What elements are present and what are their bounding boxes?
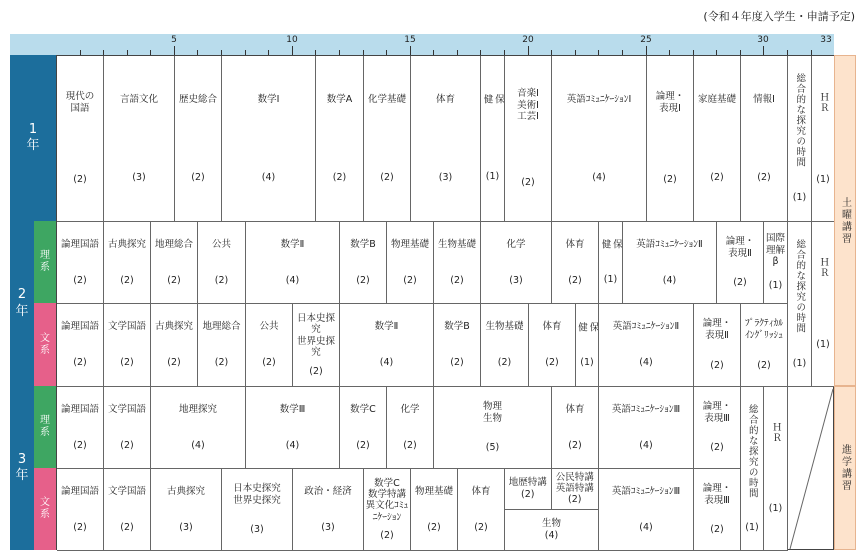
course-name: 数学Ⅰ <box>257 94 280 106</box>
course-credits: (4) <box>261 171 276 183</box>
ruler-tick <box>174 46 175 55</box>
course-credits: (5) <box>485 442 500 454</box>
course-name: 総合的な探究の時間 <box>746 403 758 499</box>
course-credits: (2) <box>167 357 181 369</box>
course-cell <box>222 56 316 222</box>
ruler-label: 25 <box>640 35 652 45</box>
course-credits: (1) <box>816 339 830 351</box>
course-name: 論理・ 表現Ⅱ <box>725 236 755 259</box>
ruler-label: 5 <box>171 35 177 45</box>
course-name: 論理国語 <box>60 239 99 251</box>
course-name: 英語ｺﾐｭﾆｹｰｼｮﾝⅡ <box>612 321 680 333</box>
course-cell <box>104 56 175 222</box>
course-credits: (4) <box>379 357 394 369</box>
course-name: 数学B <box>444 321 470 333</box>
ruler-tick <box>763 46 764 55</box>
course-credits: (4) <box>285 439 300 451</box>
course-credits: (2) <box>545 357 559 369</box>
course-cell <box>293 304 340 387</box>
course-cell <box>293 469 364 551</box>
course-credits: (1) <box>816 173 830 185</box>
track-humanities-y2: 文 系 <box>34 303 56 386</box>
course-credits: (1) <box>792 357 807 369</box>
course-cell <box>812 56 835 222</box>
course-name: 文学国語 <box>107 486 146 498</box>
course-cell <box>104 304 151 387</box>
course-cell <box>340 304 434 387</box>
course-cell <box>599 222 623 304</box>
course-cell <box>552 387 599 469</box>
course-credits: (2) <box>309 365 323 377</box>
ruler-tick <box>410 46 411 55</box>
course-name: 数学C <box>350 404 376 416</box>
course-name: 英語ｺﾐｭﾆｹｰｼｮﾝⅢ <box>611 404 681 416</box>
course-credits: (4) <box>544 529 559 541</box>
course-cell <box>434 222 481 304</box>
course-credits: (2) <box>167 274 181 286</box>
course-cell <box>364 469 411 551</box>
course-cell <box>505 469 552 510</box>
ruler-corner <box>10 34 56 55</box>
course-name: 言語文化 <box>119 94 158 106</box>
course-cell <box>788 222 812 387</box>
course-name: 生物基礎 <box>437 239 476 251</box>
course-name: 生物 <box>541 518 561 530</box>
course-credits: (2) <box>120 274 134 286</box>
course-credits: (4) <box>191 439 205 451</box>
course-credits: (2) <box>710 442 724 454</box>
course-name: 家庭基礎 <box>697 94 736 106</box>
track-humanities-y3: 文 系 <box>34 468 56 550</box>
course-name: 体育 <box>565 239 585 251</box>
course-credits: (4) <box>639 521 653 533</box>
course-cell <box>788 56 812 222</box>
course-credits: (2) <box>332 171 347 183</box>
year-3-label: 3 年 <box>10 386 34 550</box>
course-name: 物理基礎 <box>414 486 453 498</box>
course-credits: (1) <box>580 357 594 369</box>
enrollment-note: (令和４年度入学生・申請予定) <box>703 10 855 23</box>
course-name: 日本史探究 世界史探究 <box>233 483 281 506</box>
course-cell <box>411 56 481 222</box>
course-credits: (4) <box>285 274 300 286</box>
course-cell <box>599 304 694 387</box>
course-name: 地理探究 <box>178 404 217 416</box>
course-cell <box>151 387 246 469</box>
course-name: 体育 <box>435 94 455 106</box>
course-name: 地理総合 <box>154 239 193 251</box>
course-cell <box>647 56 694 222</box>
course-credits: (2) <box>568 439 582 451</box>
course-name: 保 健 <box>599 239 622 250</box>
course-name: 数学Ⅱ <box>280 239 305 251</box>
course-credits: (2) <box>262 357 276 369</box>
course-name: 英語ｺﾐｭﾆｹｰｼｮﾝⅢ <box>611 486 681 498</box>
course-credits: (2) <box>427 521 441 533</box>
course-name: 日本史探究 世界史探究 <box>296 312 335 358</box>
course-cell <box>434 304 481 387</box>
course-credits: (2) <box>521 177 535 189</box>
course-credits: (3) <box>250 524 264 536</box>
course-name: 保 健 <box>481 94 504 105</box>
elective-split-block <box>505 469 599 551</box>
course-name: 論理・ 表現Ⅲ <box>702 483 732 506</box>
course-name: 化学 <box>400 404 420 416</box>
saturday-lecture-label: 土曜講習 <box>834 55 856 386</box>
course-cell <box>741 304 788 387</box>
course-name: 化学 <box>506 239 526 251</box>
course-name: 古典探究 <box>166 486 205 498</box>
course-credits: (2) <box>120 521 134 533</box>
ruler-label: 20 <box>522 35 534 45</box>
course-cell <box>552 469 599 510</box>
year-2-label: 2 年 <box>10 221 34 386</box>
course-credits: (1) <box>745 521 759 533</box>
course-cell <box>222 469 293 551</box>
course-cell <box>576 304 599 387</box>
ruler-label: 10 <box>286 35 298 45</box>
course-name: 古典探究 <box>107 239 146 251</box>
course-cell <box>246 387 340 469</box>
course-credits: (2) <box>73 521 87 533</box>
course-name: 公民特講 英語特講 <box>555 471 594 495</box>
track-science-y3: 理 系 <box>34 386 56 468</box>
course-credits: (2) <box>521 488 535 500</box>
course-name: ＨＲ <box>817 91 829 113</box>
course-name: ＨＲ <box>817 257 829 279</box>
course-cell <box>151 304 198 387</box>
course-credits: (4) <box>639 357 653 369</box>
course-name: 数学C 数学特講 異文化ｺﾐｭ ﾆｹｰｼｮﾝ <box>365 477 409 523</box>
course-name: 現代の 国語 <box>65 91 95 114</box>
course-credits: (2) <box>403 274 417 286</box>
course-name: 数学Ⅱ <box>374 321 399 333</box>
course-cell <box>57 469 104 551</box>
course-credits: (2) <box>73 439 87 451</box>
course-credits: (3) <box>321 521 335 533</box>
course-credits: (2) <box>73 174 87 186</box>
course-credits: (2) <box>73 274 87 286</box>
course-name: 政治・経済 <box>304 486 352 498</box>
course-name: 化学基礎 <box>367 94 406 106</box>
ruler-tick <box>292 46 293 55</box>
course-credits: (2) <box>73 357 87 369</box>
course-name: 古典探究 <box>154 321 193 333</box>
course-credits: (2) <box>757 360 771 372</box>
course-cell <box>764 222 788 304</box>
advanced-lecture-label: 進学講習 <box>834 386 856 550</box>
course-name: 論理・ 表現Ⅲ <box>702 401 732 424</box>
course-cell <box>57 56 104 222</box>
course-credits: (2) <box>757 171 771 183</box>
course-cell <box>599 469 694 551</box>
course-cell <box>57 304 104 387</box>
course-credits: (2) <box>568 274 582 286</box>
course-name: ＨＲ <box>770 422 782 444</box>
course-cell <box>764 387 788 551</box>
course-cell <box>364 56 411 222</box>
course-cell <box>599 387 694 469</box>
course-name: 論理・ 表現Ⅰ <box>655 91 685 114</box>
course-cell <box>151 469 222 551</box>
course-credits: (3) <box>132 171 146 183</box>
course-credits: (3) <box>509 274 523 286</box>
course-cell <box>57 222 104 304</box>
course-cell <box>741 387 764 551</box>
course-credits: (1) <box>603 274 618 286</box>
course-credits: (4) <box>639 439 653 451</box>
course-name: 歴史総合 <box>178 94 217 106</box>
course-name: 地歴特講 <box>508 477 547 489</box>
course-name: 地理総合 <box>202 321 241 333</box>
course-name: 文学国語 <box>107 404 146 416</box>
curriculum-grid <box>56 55 834 550</box>
course-cell <box>104 469 151 551</box>
course-name: 音楽Ⅰ 美術Ⅰ 工芸Ⅰ <box>517 88 539 123</box>
course-name: 数学A <box>326 94 353 106</box>
course-cell <box>505 56 552 222</box>
course-credits: (2) <box>403 439 417 451</box>
course-cell <box>387 222 434 304</box>
ruler-tick <box>528 46 529 55</box>
course-credits: (1) <box>485 171 500 183</box>
course-cell <box>340 387 387 469</box>
course-name: 物理基礎 <box>390 239 429 251</box>
course-cell <box>104 387 151 469</box>
course-cell <box>481 56 505 222</box>
course-credits: (2) <box>191 171 205 183</box>
course-name: 公共 <box>259 321 279 333</box>
course-cell <box>812 222 835 387</box>
course-credits: (2) <box>450 357 464 369</box>
course-credits: (2) <box>214 357 229 369</box>
course-credits: (2) <box>380 171 394 183</box>
course-credits: (2) <box>120 439 134 451</box>
course-credits: (2) <box>497 357 512 369</box>
course-name: 英語ｺﾐｭﾆｹｰｼｮﾝⅠ <box>566 94 632 106</box>
course-name: 数学Ⅲ <box>279 404 306 416</box>
course-cell <box>552 56 647 222</box>
course-name: 国際 理解 β <box>765 233 785 268</box>
course-credits: (4) <box>662 274 677 286</box>
ruler-tick <box>646 46 647 55</box>
course-name: ﾌﾟﾗｸﾃｨｶﾙ ｲﾝｸﾞﾘｯｼｭ <box>744 318 783 341</box>
course-cell <box>175 56 222 222</box>
course-cell <box>57 387 104 469</box>
course-cell <box>505 510 598 551</box>
course-cell <box>481 304 529 387</box>
course-name: 数学B <box>350 239 376 251</box>
course-cell <box>411 469 458 551</box>
course-name: 論理国語 <box>60 404 99 416</box>
course-cell <box>623 222 717 304</box>
course-cell <box>741 56 788 222</box>
course-cell <box>481 222 552 304</box>
course-name: 総合的な探究の時間 <box>794 73 806 168</box>
course-credits: (2) <box>450 274 464 286</box>
course-credits: (2) <box>120 357 134 369</box>
course-cell <box>198 222 246 304</box>
course-name: 論理・ 表現Ⅱ <box>702 318 732 341</box>
course-name: 体育 <box>471 486 491 498</box>
course-name: 保 健 <box>576 321 599 333</box>
course-credits: (4) <box>592 171 606 183</box>
course-name: 生物基礎 <box>485 321 524 333</box>
course-credits: (2) <box>710 524 724 536</box>
course-credits: (2) <box>710 171 724 183</box>
course-cell <box>198 304 246 387</box>
course-cell <box>246 304 293 387</box>
course-name: 論理国語 <box>60 321 99 333</box>
course-cell <box>694 304 741 387</box>
course-cell <box>458 469 505 551</box>
course-credits: (1) <box>768 280 783 292</box>
credit-ruler <box>56 34 834 55</box>
ruler-label: 33 <box>820 35 832 45</box>
course-credits: (2) <box>474 521 488 533</box>
empty-cell-diagonal <box>788 387 835 551</box>
course-credits: (2) <box>356 439 370 451</box>
course-name: 物理 生物 <box>482 401 502 424</box>
course-credits: (2) <box>380 530 394 542</box>
course-cell <box>694 387 741 469</box>
course-name: 公共 <box>211 239 231 251</box>
course-credits: (3) <box>438 171 453 183</box>
course-name: 体育 <box>565 404 585 416</box>
course-credits: (1) <box>792 192 807 204</box>
course-credits: (3) <box>179 521 193 533</box>
course-cell <box>694 469 741 551</box>
course-cell <box>717 222 764 304</box>
course-cell <box>151 222 198 304</box>
course-cell <box>552 222 599 304</box>
ruler-label: 30 <box>757 35 769 45</box>
course-credits: (2) <box>214 274 229 286</box>
year-1-label: 1 年 <box>10 55 56 221</box>
course-credits: (2) <box>663 174 677 186</box>
course-name: 情報Ⅰ <box>753 94 775 106</box>
course-credits: (2) <box>733 277 747 289</box>
course-cell <box>387 387 434 469</box>
course-name: 体育 <box>542 321 562 333</box>
course-name: 論理国語 <box>60 486 99 498</box>
course-cell <box>694 56 741 222</box>
course-cell <box>246 222 340 304</box>
course-cell <box>340 222 387 304</box>
course-credits: (2) <box>568 494 582 506</box>
course-cell <box>104 222 151 304</box>
track-science-y2: 理 系 <box>34 221 56 303</box>
ruler-label: 15 <box>404 35 416 45</box>
course-cell <box>316 56 364 222</box>
course-name: 英語ｺﾐｭﾆｹｰｼｮﾝⅡ <box>636 239 703 251</box>
course-credits: (2) <box>710 360 724 372</box>
course-name: 文学国語 <box>107 321 146 333</box>
course-credits: (1) <box>768 503 783 515</box>
course-cell <box>529 304 576 387</box>
course-credits: (2) <box>356 274 370 286</box>
course-cell <box>434 387 552 469</box>
course-name: 総合的な探究の時間 <box>794 239 806 334</box>
